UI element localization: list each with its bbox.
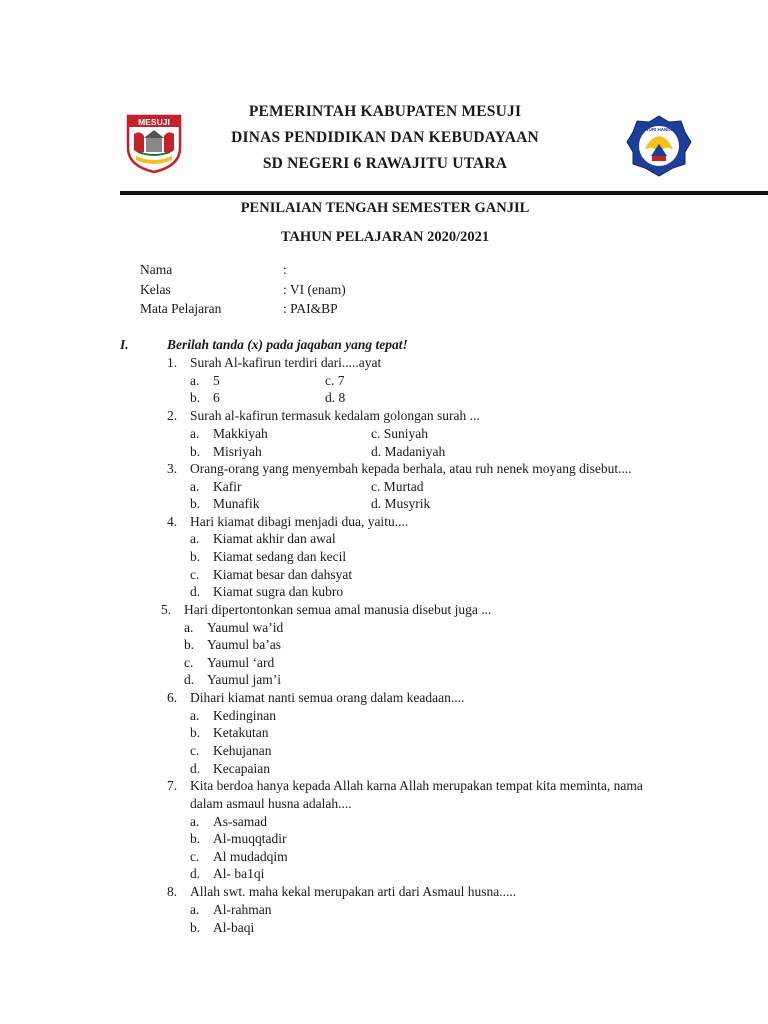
question-number: 2.: [167, 408, 178, 423]
identity-label-nama: Nama: [140, 262, 173, 277]
question-number: 7.: [167, 778, 178, 793]
option-text: c. Suniyah: [371, 426, 428, 441]
mesuji-logo-text: MESUJI: [138, 117, 170, 127]
section-number: I.: [120, 337, 129, 352]
question-number: 1.: [167, 355, 178, 370]
option-text: d. Madaniyah: [371, 444, 446, 459]
option-letter: b.: [190, 390, 201, 405]
option-text: Kiamat besar dan dahsyat: [213, 567, 353, 582]
option-text: Kiamat akhir dan awal: [213, 531, 336, 546]
identity-value-nama: :: [283, 262, 287, 277]
option-text: Misriyah: [213, 444, 262, 459]
option-letter: a.: [190, 531, 200, 546]
section-instruction: Berilah tanda (x) pada jaqaban yang tepat!: [167, 337, 408, 352]
question-number: 8.: [167, 884, 178, 899]
exam-title: PENILAIAN TENGAH SEMESTER GANJIL: [240, 200, 530, 216]
option-text: Al-baqi: [213, 920, 255, 935]
option-text: Kedinginan: [213, 708, 276, 723]
option-letter: a.: [190, 479, 200, 494]
option-text: Yaumul ba’as: [207, 637, 281, 652]
option-text: Makkiyah: [213, 426, 268, 441]
option-text: As-samad: [213, 814, 267, 829]
option-text: Kiamat sugra dan kubro: [213, 584, 344, 599]
option-text: Yaumul jam’i: [207, 672, 282, 687]
option-letter: a.: [184, 620, 194, 635]
option-letter: c.: [190, 849, 200, 864]
identity-value-kelas: : VI (enam): [283, 282, 346, 297]
option-text: d. Musyrik: [371, 496, 431, 511]
option-text: Kehujanan: [213, 743, 272, 758]
header-line-1: PEMERINTAH KABUPATEN MESUJI: [248, 103, 522, 120]
question-text: Allah swt. maha kekal merupakan arti dari Asmaul husna.....: [190, 884, 517, 899]
identity-value-mapel: : PAI&BP: [283, 301, 338, 316]
option-text: Munafik: [213, 496, 260, 511]
header-line-3: SD NEGERI 6 RAWAJITU UTARA: [262, 155, 508, 172]
option-letter: a.: [190, 708, 200, 723]
option-letter: d.: [190, 584, 201, 599]
mesuji-logo: [126, 114, 182, 174]
option-text: Al-muqqtadir: [213, 831, 287, 846]
option-letter: a.: [190, 814, 200, 829]
option-letter: b.: [190, 496, 201, 511]
option-text: Yaumul ‘ard: [207, 655, 275, 670]
question-text: Hari dipertontonkan semua amal manusia disebut juga ...: [184, 602, 492, 617]
question-text: Orang-orang yang menyembah kepada berhala, atau ruh nenek moyang disebut....: [190, 461, 632, 476]
option-letter: b.: [190, 444, 201, 459]
option-letter: c.: [190, 743, 200, 758]
question-text-cont: dalam asmaul husna adalah....: [190, 796, 352, 811]
option-letter: c.: [184, 655, 194, 670]
option-text: 5: [213, 373, 220, 388]
option-letter: b.: [190, 725, 201, 740]
exam-year: TAHUN PELAJARAN 2020/2021: [280, 229, 490, 245]
question-number: 5.: [161, 602, 172, 617]
option-letter: b.: [190, 831, 201, 846]
option-letter: a.: [190, 373, 200, 388]
option-letter: a.: [190, 426, 200, 441]
option-letter: c.: [190, 567, 200, 582]
question-number: 4.: [167, 514, 178, 529]
option-text: Al- ba1qi: [213, 866, 265, 881]
option-letter: b.: [190, 549, 201, 564]
question-number: 6.: [167, 690, 178, 705]
option-letter: a.: [190, 902, 200, 917]
option-text: Kecapaian: [213, 761, 270, 776]
header-divider: [120, 191, 768, 195]
tut-wuri-logo-text: TUT WURI HANDAYANI: [634, 127, 684, 132]
option-text: Kafir: [213, 479, 242, 494]
option-text: c. Murtad: [371, 479, 424, 494]
option-text: Al-rahman: [213, 902, 272, 917]
identity-label-mapel: Mata Pelajaran: [140, 301, 222, 316]
question-number: 3.: [167, 461, 178, 476]
option-text: c. 7: [325, 373, 345, 388]
option-letter: d.: [184, 672, 195, 687]
option-text: Kiamat sedang dan kecil: [213, 549, 347, 564]
question-text: Hari kiamat dibagi menjadi dua, yaitu....: [190, 514, 409, 529]
tut-wuri-handayani-logo: [625, 114, 693, 178]
question-text: Kita berdoa hanya kepada Allah karna Allah merupakan tempat kita meminta, nama: [190, 778, 643, 793]
question-text: Dihari kiamat nanti semua orang dalam keadaan....: [190, 690, 465, 705]
identity-label-kelas: Kelas: [140, 282, 171, 297]
option-text: Al mudadqim: [213, 849, 288, 864]
option-text: d. 8: [325, 390, 346, 405]
option-text: Yaumul wa’id: [207, 620, 284, 635]
question-text: Surah Al-kafirun terdiri dari.....ayat: [190, 355, 382, 370]
option-letter: d.: [190, 866, 201, 881]
question-text: Surah al-kafirun termasuk kedalam golongan surah ...: [190, 408, 480, 423]
option-text: 6: [213, 390, 220, 405]
option-letter: b.: [190, 920, 201, 935]
option-letter: d.: [190, 761, 201, 776]
option-text: Ketakutan: [213, 725, 269, 740]
header-line-2: DINAS PENDIDIKAN DAN KEBUDAYAAN: [231, 129, 539, 146]
option-letter: b.: [184, 637, 195, 652]
